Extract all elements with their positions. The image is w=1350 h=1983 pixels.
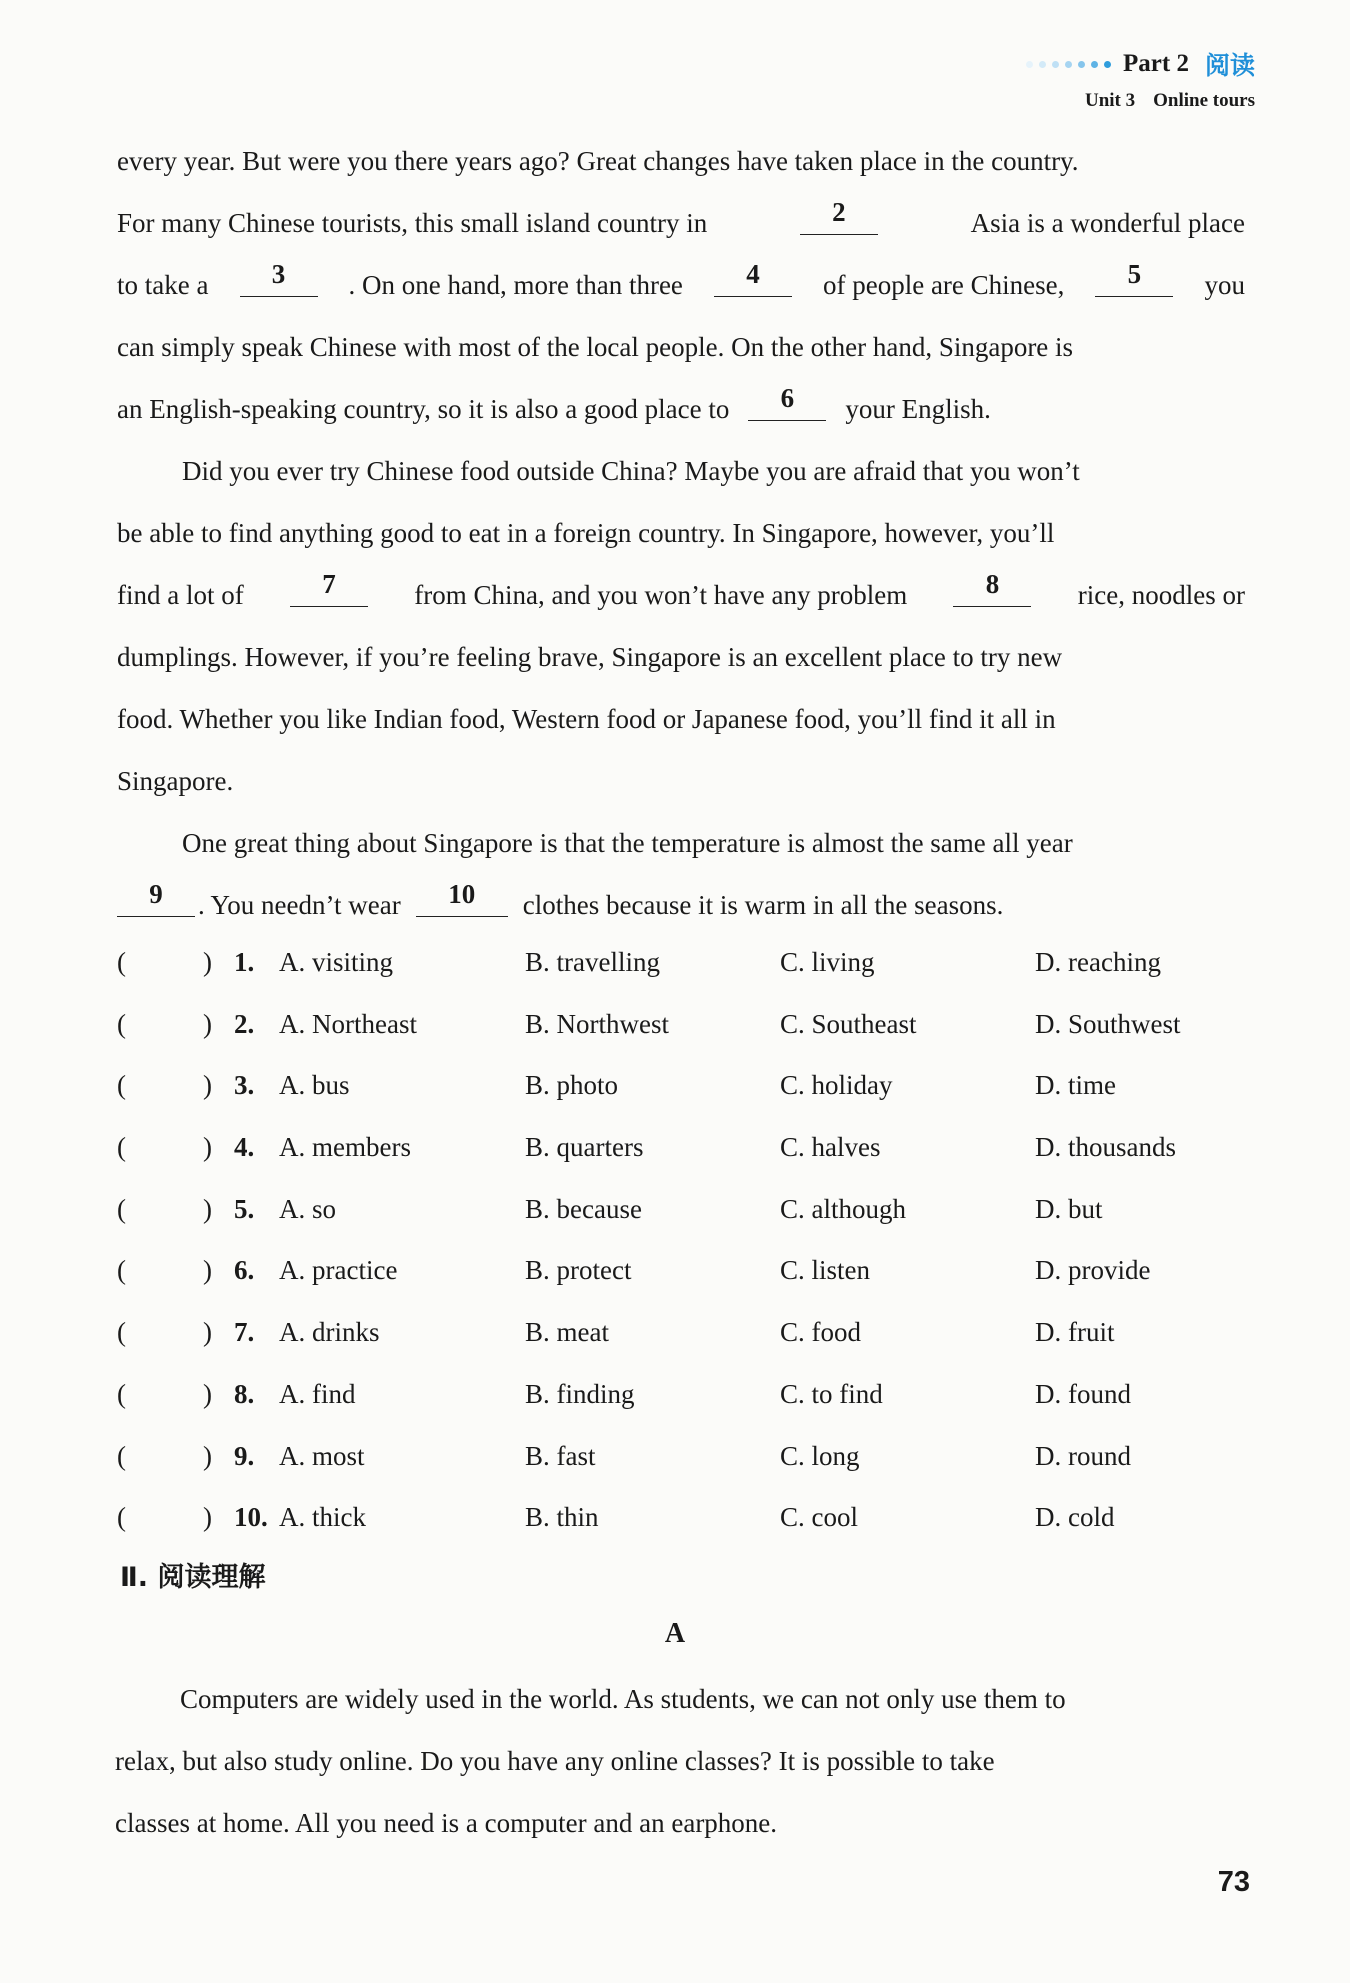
blank-2[interactable]: 2 [800,192,878,235]
blank-4[interactable]: 4 [714,254,792,297]
blank-10[interactable]: 10 [416,874,508,917]
passage-line: Singapore. [117,766,234,796]
answer-paren-open[interactable]: ( [117,1502,126,1533]
page-number: 73 [1217,1866,1250,1898]
option-a[interactable]: A. most [279,1440,365,1471]
blank-6[interactable]: 6 [748,378,826,421]
answer-paren-close: ) [203,1255,212,1286]
part-label: Part 2 [1123,50,1189,77]
answer-paren-close: ) [203,1378,212,1409]
answer-paren-close: ) [203,1317,212,1348]
answer-paren-close: ) [203,1008,212,1039]
unit-label: Unit 3 [1084,90,1136,111]
question-number: 1. [234,947,255,977]
passage-line: For many Chinese tourists, this small island country in 2 Asia is a wonderful place [117,192,1245,254]
answer-paren-open[interactable]: ( [117,1317,126,1348]
question-number: 5. [234,1193,255,1224]
question-row [117,1179,1257,1241]
option-c[interactable]: C. food [780,1317,861,1348]
question-row [117,1487,1257,1549]
question-row [117,1117,1257,1179]
passage-line: classes at home. All you need is a computer and an earphone. [115,1808,778,1838]
option-d[interactable]: D. found [1035,1378,1131,1409]
answer-paren-close: ) [203,1502,212,1533]
answer-paren-close: ) [203,1193,212,1224]
answer-paren-open[interactable]: ( [117,1008,126,1039]
unit-title: Online tours [1153,90,1255,111]
blank-9[interactable]: 9 [117,874,195,917]
passage-line: relax, but also study online. Do you have any online classes? It is possible to take [115,1746,995,1776]
option-b[interactable]: B. fast [525,1440,596,1471]
option-a[interactable]: A. visiting [279,947,394,977]
passage-line: every year. But were you there years ago? Great changes have taken place in the country. [117,146,1079,176]
passage-line: can simply speak Chinese with most of the local people. On the other hand, Singapore is [117,332,1074,362]
option-d[interactable]: D. round [1035,1440,1131,1471]
option-c[interactable]: C. cool [780,1502,858,1533]
blank-7[interactable]: 7 [290,564,368,607]
option-d[interactable]: D. provide [1035,1255,1151,1286]
option-c[interactable]: C. living [780,947,875,977]
question-number: 9. [234,1440,255,1471]
question-number: 6. [234,1255,255,1286]
blank-5[interactable]: 5 [1095,254,1173,297]
answer-paren-open[interactable]: ( [117,1378,126,1409]
passage-line: Did you ever try Chinese food outside China? Maybe you are afraid that you won’t [182,456,1080,486]
option-b[interactable]: B. thin [525,1502,599,1533]
question-number: 2. [234,1008,255,1039]
option-c[interactable]: C. although [780,1193,906,1224]
passage-line: Computers are widely used in the world. As students, we can not only use them to [180,1684,1066,1714]
question-row [117,994,1257,1056]
option-c[interactable]: C. Southeast [780,1008,917,1039]
passage-line: dumplings. However, if you’re feeling brave, Singapore is an excellent place to try new [117,642,1063,672]
passage-line: to take a 3 . On one hand, more than three 4 of people are Chinese, 5 you [117,254,1245,316]
option-b[interactable]: B. protect [525,1255,632,1286]
option-b[interactable]: B. travelling [525,947,660,977]
option-a[interactable]: A. Northeast [279,1008,417,1039]
option-b[interactable]: B. quarters [525,1132,644,1163]
option-d[interactable]: D. thousands [1035,1132,1176,1163]
question-number: 10. [234,1502,268,1533]
question-row [117,1302,1257,1364]
reading-passage-a [115,1668,1243,1854]
passage-line: 9 . You needn’t wear 10 clothes because it is warm in all the seasons. [117,874,1245,936]
option-c[interactable]: C. long [780,1440,860,1471]
option-a[interactable]: A. practice [279,1255,398,1286]
question-number: 7. [234,1317,255,1348]
answer-paren-close: ) [203,1440,212,1471]
option-d[interactable]: D. but [1035,1193,1103,1224]
answer-paren-open[interactable]: ( [117,1255,126,1286]
cloze-passage [117,130,1245,936]
option-a[interactable]: A. thick [279,1502,366,1533]
option-c[interactable]: C. halves [780,1132,881,1163]
answer-paren-open[interactable]: ( [117,947,126,977]
decorative-dots-icon [1026,61,1111,68]
passage-line: food. Whether you like Indian food, Western food or Japanese food, you’ll find it all in [117,704,1056,734]
option-d[interactable]: D. Southwest [1035,1008,1181,1039]
passage-line: an English-speaking country, so it is also a good place to 6 your English. [117,378,1245,440]
option-c[interactable]: C. listen [780,1255,871,1286]
question-number: 3. [234,1070,255,1101]
option-b[interactable]: B. meat [525,1317,609,1348]
question-row [117,1055,1257,1117]
answer-paren-open[interactable]: ( [117,1070,126,1101]
option-b[interactable]: B. finding [525,1378,635,1409]
option-d[interactable]: D. reaching [1035,947,1161,977]
option-b[interactable]: B. Northwest [525,1008,669,1039]
option-a[interactable]: A. drinks [279,1317,380,1348]
answer-options [117,932,1257,1549]
question-number: 4. [234,1132,255,1163]
section-heading: Ⅱ. 阅读理解 [120,1562,266,1593]
running-header [1026,46,1255,112]
option-d[interactable]: D. cold [1035,1502,1115,1533]
option-d[interactable]: D. time [1035,1070,1116,1101]
option-a[interactable]: A. bus [279,1070,350,1101]
answer-paren-close: ) [203,1132,212,1163]
option-b[interactable]: B. photo [525,1070,619,1101]
passage-title: A [664,1618,686,1649]
answer-paren-close: ) [203,947,212,977]
question-row [117,1364,1257,1426]
passage-line: find a lot of 7 from China, and you won’t have any problem 8 rice, noodles or [117,564,1245,626]
blank-3[interactable]: 3 [240,254,318,297]
unit-line [1026,90,1255,112]
blank-8[interactable]: 8 [953,564,1031,607]
option-a[interactable]: A. find [279,1378,356,1409]
answer-paren-open[interactable]: ( [117,1132,126,1163]
option-c[interactable]: C. to find [780,1378,883,1409]
question-row [117,932,1257,994]
option-b[interactable]: B. because [525,1193,642,1224]
part-title-cn: 阅读 [1204,51,1255,80]
option-a[interactable]: A. members [279,1132,411,1163]
answer-paren-close: ) [203,1070,212,1101]
option-c[interactable]: C. holiday [780,1070,893,1101]
passage-line: One great thing about Singapore is that the temperature is almost the same all year [182,828,1073,858]
answer-paren-open[interactable]: ( [117,1440,126,1471]
option-a[interactable]: A. so [279,1193,337,1224]
passage-line: be able to find anything good to eat in a foreign country. In Singapore, however, you’ll [117,518,1055,548]
answer-paren-open[interactable]: ( [117,1193,126,1224]
question-row [117,1426,1257,1488]
question-number: 8. [234,1378,255,1409]
option-d[interactable]: D. fruit [1035,1317,1115,1348]
question-row [117,1240,1257,1302]
